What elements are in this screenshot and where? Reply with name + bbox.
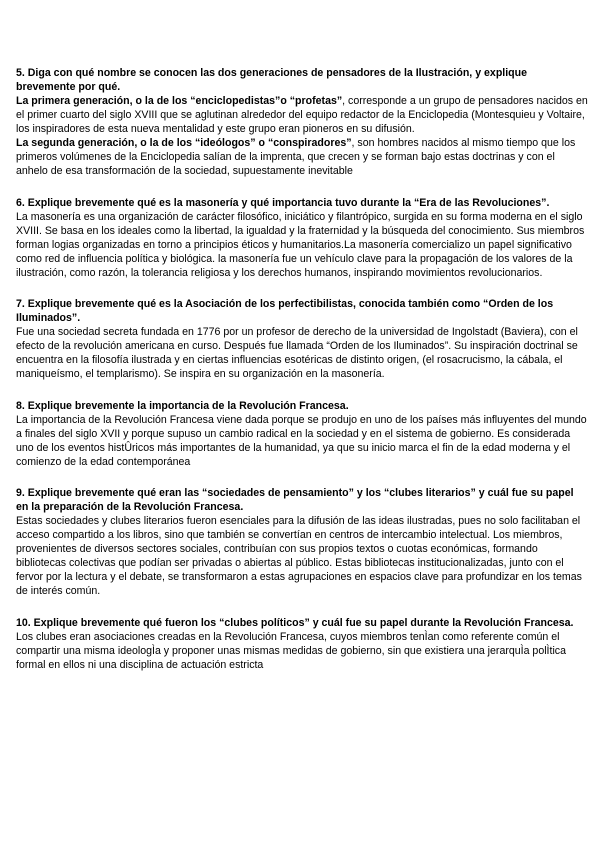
question-10-answer: Los clubes eran asociaciones creadas en la Revolución Francesa, cuyos miembros tenÌan como referente común el compartir una misma ideologÌa y proponer unas mismas medidas de gobierno, sin que existiera una jerarquÌa polÌtica formal en ellos ni una disciplina de actuación estricta (16, 630, 566, 671)
question-5-section (16, 66, 588, 178)
question-10-section (16, 616, 588, 672)
question-5-answer-second-generation (16, 136, 588, 178)
question-8-section (16, 399, 588, 469)
document-page (16, 66, 588, 689)
first-generation-text: , corresponde a un grupo de pensadores nacidos en el primer cuarto del siglo XVIII que se aglutinan alrededor del equipo redactor de la Enciclopedia (Montesquieu y Voltaire, los inspiradores de esta nueva mentalidad y este grupo eran pioneros en su difusión. (16, 95, 588, 135)
question-5-answer-first-generation (16, 94, 588, 136)
question-9-section (16, 486, 588, 598)
question-6-section (16, 196, 588, 280)
question-7-answer: Fue una sociedad secreta fundada en 1776 por un profesor de derecho de la universidad de Ingolstadt (Baviera), con el efecto de la revolución americana en curso. Después fue llamada “Orden de los Iluminados”. Su inspiración doctrinal se encuentra en la filosofía ilustrada y en ciertas influencias esotéricas de distinto origen, (el rosacrucismo, la cábala, el maniqueísmo, el templarismo). Se inspira en su organización en la masonería. (16, 326, 578, 380)
first-generation-label: La primera generación, o la de los “enciclopedistas”o “profetas” (16, 95, 343, 107)
question-7-section (16, 297, 588, 381)
question-10-heading: 10. Explique brevemente qué fueron los “clubes políticos” y cuál fue su papel durante la Revolución Francesa. (16, 616, 574, 629)
question-8-answer: La importancia de la Revolución Francesa viene dada porque se produjo en uno de los países más influyentes del mundo a finales del siglo XVII y porque supuso un cambio radical en la sociedad y en el sistema de gobierno. Es considerada uno de los eventos histÛricos más importantes de la humanidad, ya que su inicio marca el fin de la edad moderna y el comienzo de la edad contemporánea (16, 413, 587, 468)
second-generation-label: La segunda generación, o la de los “ideólogos” o “conspiradores” (16, 137, 352, 149)
question-5-heading: 5. Diga con qué nombre se conocen las dos generaciones de pensadores de la Ilustración, y explique brevemente por qué. (16, 67, 528, 93)
second-generation-text: , son hombres nacidos al mismo tiempo que los primeros volúmenes de la Enciclopedia salían de la imprenta, que crecen y se forman bajo estas doctrinas y con el anhelo de esa transformación de la sociedad, supuestamente inevitable (16, 137, 576, 177)
question-7-heading: 7. Explique brevemente qué es la Asociación de los perfectibilistas, conocida también como “Orden de los Iluminados”. (16, 298, 554, 324)
question-6-heading: 6. Explique brevemente qué es la masonería y qué importancia tuvo durante la “Era de las Revoluciones”. (16, 196, 550, 209)
question-6-answer: La masonería es una organización de carácter filosófico, iniciático y filantrópico, surgida en su forma moderna en el siglo XVIII. Se basa en los ideales como la libertad, la igualdad y la fraternidad y la búsqueda del conocimiento. Sus miembros forman logias organizadas en torno a principios éticos y humanitarios.La masonería comercializo un papel significativo como red de influencia política y biológica. la masonería fue un vehículo clave para la propagación de los valores de la ilustración, como razón, la tolerancia religiosa y los derechos humanos, inspirando movimientos revolucionarios. (16, 210, 585, 279)
question-9-heading: 9. Explique brevemente qué eran las “sociedades de pensamiento” y los “clubes literarios” y cuál fue su papel en la preparación de la Revolución Francesa. (16, 487, 574, 513)
question-8-heading: 8. Explique brevemente la importancia de la Revolución Francesa. (16, 399, 349, 412)
question-9-answer: Estas sociedades y clubes literarios fueron esenciales para la difusión de las ideas ilustradas, pues no solo facilitaban el acceso compartido a los libros, sino que también se convertían en centros de intercambio intelectual. Los miembros, provenientes de diversos sectores sociales, contribuían con sus propios textos o cuotas económicas, formando bibliotecas colectivas que podían ser privadas o abiertas al público. Estas bibliotecas institucionalizadas, junto con el fervor por la lectura y el debate, se transformaron a estas agrupaciones en espacios clave para profundizar en los temas de interés común. (16, 515, 582, 597)
